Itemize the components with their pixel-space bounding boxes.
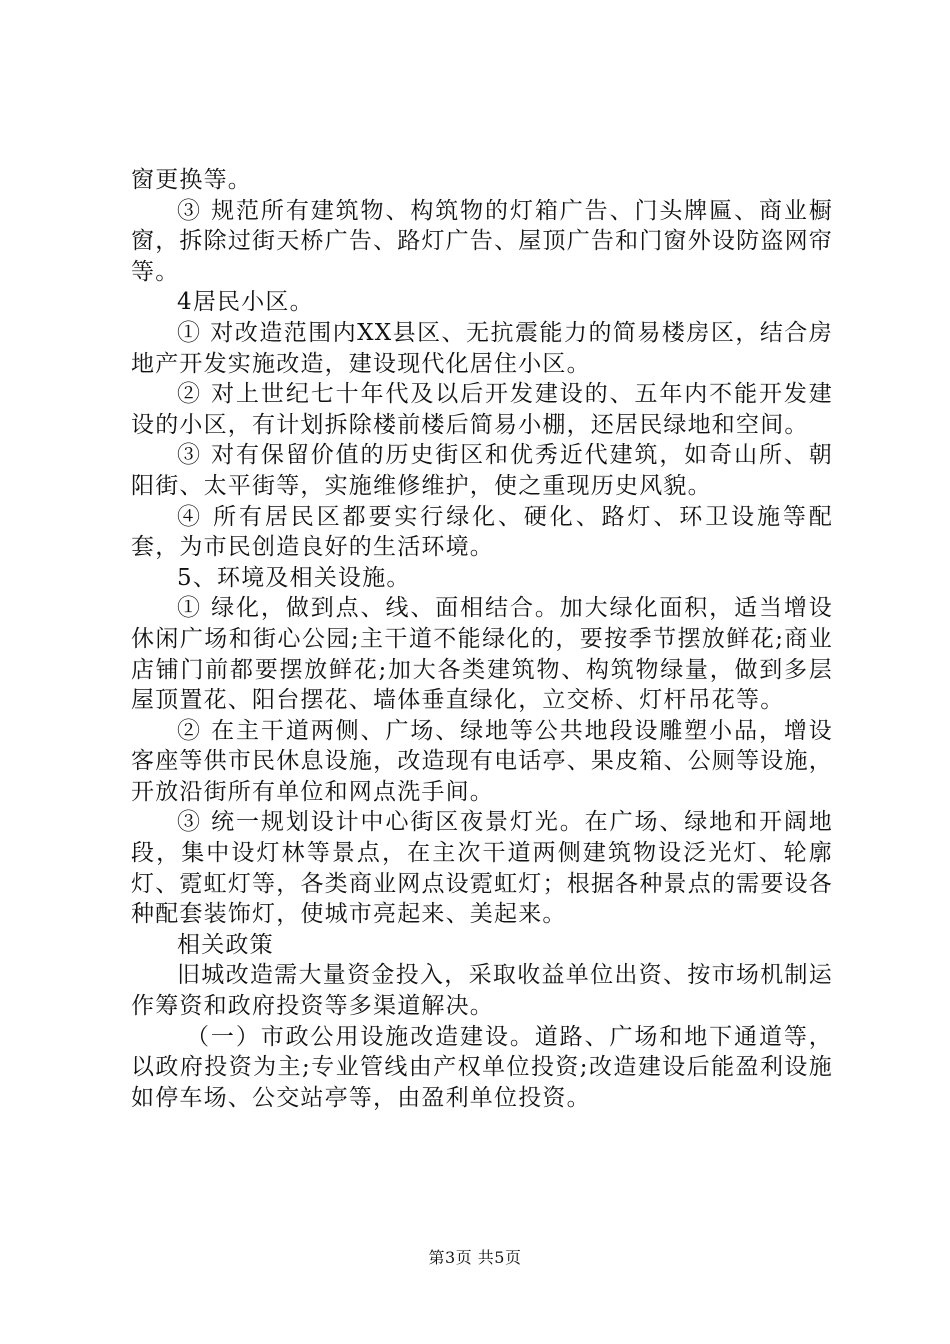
paragraph-public-facilities: ② 在主干道两侧、广场、绿地等公共地段设雕塑小品，增设客座等供市民休息设施，改造现有电话亭、果皮箱、公厕等设施，开放沿街所有单位和网点洗手间。 bbox=[131, 717, 833, 805]
paragraph-municipal-facilities: （一）市政公用设施改造建设。道路、广场和地下通道等，以政府投资为主;专业管线由产权单位投资;改造建设后能盈利设施如停车场、公交站亭等，由盈利单位投资。 bbox=[131, 1023, 833, 1111]
paragraph-residential-4: ④ 所有居民区都要实行绿化、硬化、路灯、环卫设施等配套，为市民创造良好的生活环境。 bbox=[131, 503, 833, 561]
paragraph-funding: 旧城改造需大量资金投入，采取收益单位出资、按市场机制运作筹资和政府投资等多渠道解决。 bbox=[131, 962, 833, 1020]
paragraph-greening: ① 绿化，做到点、线、面相结合。加大绿化面积，适当增设休闲广场和街心公园;主干道不能绿化的，要按季节摆放鲜花;商业店铺门前都要摆放鲜花;加大各类建筑物、构筑物绿量，做到多层屋顶置花、阳台摆花、墙体垂直绿化，立交桥、灯杆吊花等。 bbox=[131, 595, 833, 714]
heading-related-policies: 相关政策 bbox=[177, 931, 274, 958]
paragraph-night-lighting: ③ 统一规划设计中心街区夜景灯光。在广场、绿地和开阔地段，集中设灯林等景点，在主次干道两侧建筑物设泛光灯、轮廓灯、霓虹灯等，各类商业网点设霓虹灯；根据各种景点的需要设各种配套装饰灯，使城市亮起来、美起来。 bbox=[131, 809, 833, 928]
paragraph-residential-2: ② 对上世纪七十年代及以后开发建设的、五年内不能开发建设的小区，有计划拆除楼前楼后简易小棚，还居民绿地和空间。 bbox=[131, 381, 833, 438]
page-number-footer: 第3页 共5页 bbox=[428, 1248, 522, 1267]
heading-residential-area: 4居民小区。 bbox=[177, 289, 314, 316]
paragraph-window-replacement: 窗更换等。 bbox=[131, 167, 252, 193]
paragraph-residential-3: ③ 对有保留价值的历史街区和优秀近代建筑，如奇山所、朝阳街、太平街等，实施维修维护，使之重现历史风貌。 bbox=[131, 442, 833, 499]
heading-environment-facilities: 5、环境及相关设施。 bbox=[177, 564, 411, 591]
paragraph-signage-regulation: ③ 规范所有建筑物、构筑物的灯箱广告、门头牌匾、商业橱窗，拆除过街天桥广告、路灯广告、屋顶广告和门窗外设防盗网帘等。 bbox=[131, 197, 833, 285]
document-body bbox=[131, 165, 833, 1113]
paragraph-residential-1: ① 对改造范围内XX县区、无抗震能力的简易楼房区，结合房地产开发实施改造，建设现代化居住小区。 bbox=[131, 319, 833, 377]
